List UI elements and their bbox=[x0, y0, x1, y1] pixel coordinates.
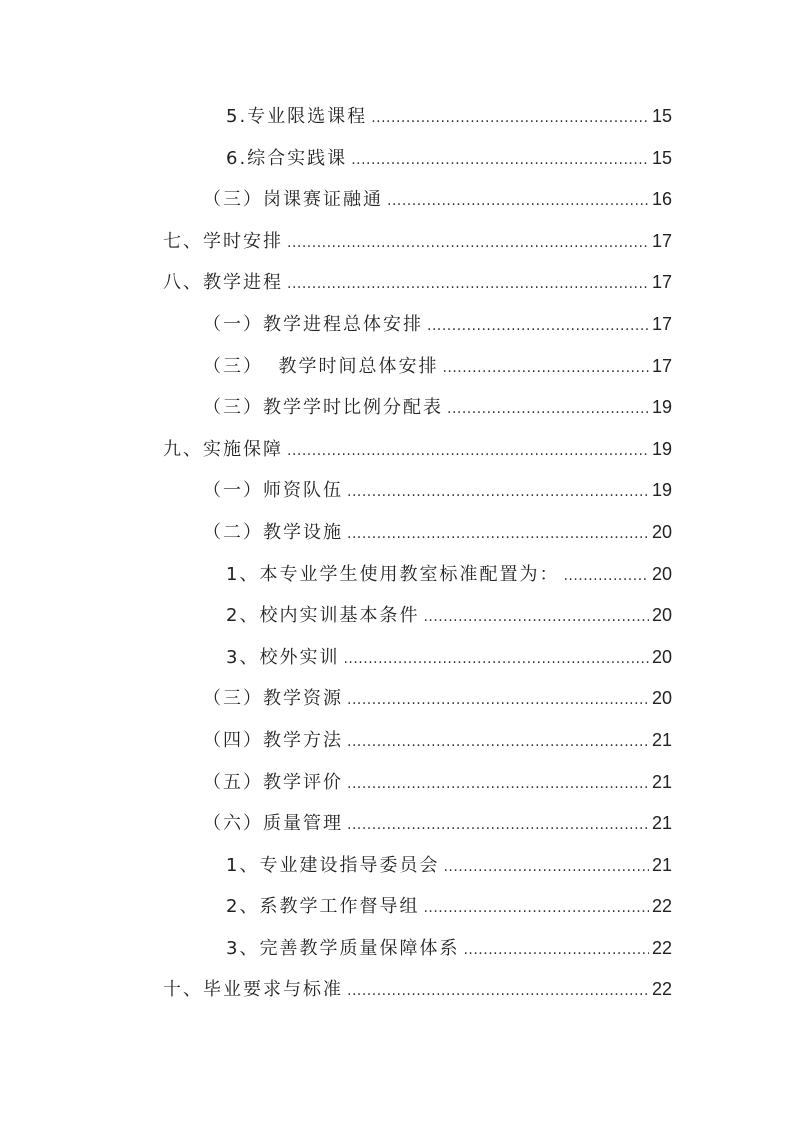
dot-leader bbox=[287, 431, 649, 473]
toc-entry-page-number: 21 bbox=[651, 854, 672, 875]
toc-entry[interactable] bbox=[0, 138, 793, 180]
toc-entry-title: （一）师资队伍 bbox=[203, 480, 343, 502]
dot-leader bbox=[287, 264, 649, 306]
toc-entry-title: （三）教学学时比例分配表 bbox=[203, 397, 443, 419]
toc-entry-title: （二）教学设施 bbox=[203, 521, 343, 543]
toc-entry-title: 九、实施保障 bbox=[163, 438, 283, 460]
toc-entry[interactable] bbox=[0, 304, 793, 346]
dot-leader bbox=[447, 389, 649, 431]
dot-leader bbox=[427, 306, 649, 348]
toc-entry[interactable] bbox=[0, 845, 793, 887]
toc-entry-title: 十、毕业要求与标准 bbox=[163, 979, 343, 1001]
dot-leader bbox=[347, 764, 649, 806]
toc-entry-page-number: 17 bbox=[651, 355, 672, 376]
toc-entry[interactable] bbox=[0, 470, 793, 512]
toc-entry-title: （四）教学方法 bbox=[203, 729, 343, 751]
toc-entry[interactable] bbox=[0, 429, 793, 471]
dot-leader bbox=[463, 930, 649, 972]
toc-entry-page-number: 21 bbox=[651, 729, 672, 750]
dot-leader bbox=[347, 514, 649, 556]
toc-entry-title: （三） 教学时间总体安排 bbox=[203, 355, 439, 377]
toc-entry-page-number: 20 bbox=[651, 688, 672, 709]
toc-entry[interactable] bbox=[0, 595, 793, 637]
toc-entry-title: 七、学时安排 bbox=[163, 230, 283, 252]
toc-entry-page-number: 22 bbox=[651, 937, 672, 958]
toc-entry-page-number: 20 bbox=[651, 521, 672, 542]
toc-entry[interactable] bbox=[0, 512, 793, 554]
toc-entry-title: 2、校内实训基本条件 bbox=[226, 605, 420, 627]
toc-entry-title: （三）岗课赛证融通 bbox=[203, 189, 383, 211]
toc-entry[interactable] bbox=[0, 262, 793, 304]
dot-leader bbox=[347, 805, 649, 847]
toc-entry-title: （五）教学评价 bbox=[203, 771, 343, 793]
toc-entry-title: 1、本专业学生使用教室标准配置为： bbox=[226, 563, 560, 585]
toc-entry-page-number: 19 bbox=[651, 480, 672, 501]
toc-entry-page-number: 16 bbox=[651, 189, 672, 210]
toc-entry[interactable] bbox=[0, 96, 793, 138]
toc-entry-title: 2、系教学工作督导组 bbox=[226, 896, 420, 918]
dot-leader bbox=[371, 98, 649, 140]
toc-entry-page-number: 19 bbox=[651, 397, 672, 418]
toc-entry-page-number: 20 bbox=[651, 605, 672, 626]
toc-entry-page-number: 20 bbox=[651, 563, 672, 584]
toc-entry-page-number: 22 bbox=[651, 896, 672, 917]
toc-entry-page-number: 17 bbox=[651, 230, 672, 251]
toc-entry[interactable] bbox=[0, 886, 793, 928]
dot-leader bbox=[423, 888, 649, 930]
toc-entry[interactable] bbox=[0, 554, 793, 596]
toc-entry-title: （一）教学进程总体安排 bbox=[203, 313, 423, 335]
toc-entry-page-number: 17 bbox=[651, 272, 672, 293]
toc-entry-page-number: 22 bbox=[651, 979, 672, 1000]
toc-entry-title: 3、校外实训 bbox=[226, 646, 340, 668]
toc-entry[interactable] bbox=[0, 928, 793, 970]
toc-entry-title: 5.专业限选课程 bbox=[226, 106, 368, 127]
toc-entry-page-number: 21 bbox=[651, 813, 672, 834]
dot-leader bbox=[387, 181, 649, 223]
toc-entry[interactable] bbox=[0, 762, 793, 804]
toc-entry-page-number: 19 bbox=[651, 438, 672, 459]
dot-leader bbox=[443, 847, 649, 889]
toc-entry-title: 八、教学进程 bbox=[163, 272, 283, 294]
toc-entry-page-number: 15 bbox=[651, 147, 672, 168]
dot-leader bbox=[347, 680, 649, 722]
dot-leader bbox=[423, 597, 649, 639]
toc-entry-page-number: 21 bbox=[651, 771, 672, 792]
toc-entry-page-number: 15 bbox=[651, 106, 672, 126]
toc-entry[interactable] bbox=[0, 387, 793, 429]
toc-entry[interactable] bbox=[0, 969, 793, 1011]
toc-entry[interactable] bbox=[0, 637, 793, 679]
dot-leader bbox=[442, 348, 649, 390]
toc-entry[interactable] bbox=[0, 720, 793, 762]
toc-entry[interactable] bbox=[0, 179, 793, 221]
dot-leader bbox=[347, 722, 649, 764]
toc-entry-title: （六）质量管理 bbox=[203, 813, 343, 835]
toc-entry-title: 1、专业建设指导委员会 bbox=[226, 854, 440, 876]
dot-leader bbox=[343, 639, 649, 681]
dot-leader bbox=[347, 472, 649, 514]
toc-entry-page-number: 17 bbox=[651, 313, 672, 334]
toc-entry-page-number: 20 bbox=[651, 646, 672, 667]
dot-leader bbox=[347, 971, 649, 1013]
dot-leader bbox=[563, 556, 649, 598]
toc-entry[interactable] bbox=[0, 678, 793, 720]
toc-entry-title: （三）教学资源 bbox=[203, 688, 343, 710]
toc-entry-title: 6.综合实践课 bbox=[226, 147, 348, 169]
toc-entry-title: 3、完善教学质量保障体系 bbox=[226, 937, 460, 959]
dot-leader bbox=[351, 140, 649, 182]
toc-entry[interactable] bbox=[0, 346, 793, 388]
toc-entry[interactable] bbox=[0, 221, 793, 263]
dot-leader bbox=[287, 223, 649, 265]
toc-entry[interactable] bbox=[0, 803, 793, 845]
table-of-contents bbox=[0, 96, 793, 1011]
